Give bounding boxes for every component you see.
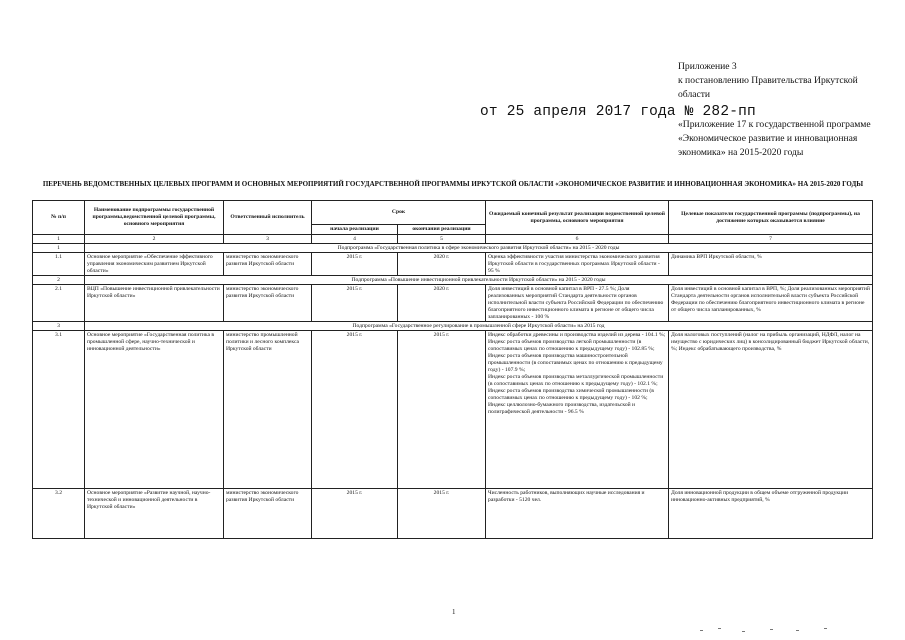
row-result [486,331,669,489]
result-line: Индекс роста объемов производства легкой промышленности (в сопоставимых ценах по отношению к предыдущему году) - 102.85 %; [488,338,655,352]
row-start: 2015 г. [312,253,398,276]
row-number: 3.2 [33,489,85,539]
table-row [33,489,873,539]
section-number: 3 [33,322,85,331]
col-number: 3 [224,235,312,244]
col-number: 6 [486,235,669,244]
annex-line-1: Приложение 3 [678,61,737,72]
document-title: ПЕРЕЧЕНЬ ВЕДОМСТВЕННЫХ ЦЕЛЕВЫХ ПРОГРАММ И ОСНОВНЫХ МЕРОПРИЯТИЙ ГОСУДАРСТВЕННОЙ ПРОГРАММЫ ИРКУТСКОЙ ОБЛАСТИ «ЭКОНОМИЧЕСКОЕ РАЗВИТИЕ И ИННОВАЦИОННАЯ ЭКОНОМИКА» НА 2015-2020 ГОДЫ [42,180,864,188]
header-name: Наименование подпрограммы государственной программы,ведомственной целевой программы, основного мероприятия [85,201,224,235]
row-start: 2015 г. [312,331,398,489]
row-end: 2020 г. [398,253,486,276]
row-result: Оценка эффективности участия министерства экономического развития Иркутской области в государственных программах Иркутской области - 95 % [486,253,669,276]
header-num: № п/п [33,201,85,235]
row-end: 2020 г. [398,285,486,322]
row-indicators: Динамика ВРП Иркутской области, % [669,253,873,276]
row-result: Численность работников, выполняющих научные исследования и разработки - 5120 чел. [486,489,669,539]
section-title: Подпрограмма «Повышение инвестиционной привлекательности Иркутской области» на 2015 - 2020 годы [85,276,873,285]
decree-date-stamp: от 25 апреля 2017 года № 282-пп [480,104,756,120]
row-executor: министерство промышленной политики и лесного комплекса Иркутской области [224,331,312,489]
table-row [33,253,873,276]
row-name: Основное мероприятие «Развитие научной, научно-технической и инновационной деятельности в Иркутской области» [85,489,224,539]
row-indicators: Доля инвестиций в основной капитал в ВРП, %; Доля реализованных мероприятий Стандарта деятельности органов исполнительной власти субъекта Российской Федерации по обеспечению благоприятного инвестиционного климата в регионе от общего числа запланированных, % [669,285,873,322]
annex-line-2: к постановлению Правительства Иркутской [678,75,858,86]
result-line: Индекс роста объемов производства химической промышленности (в сопоставимых ценах по отношению к предыдущему году) - 102 %; [488,387,654,401]
row-end: 2015 г. [398,331,486,489]
header-term-start: начала реализации [312,225,398,235]
header-indicators: Целевые показатели государственной программы (подпрограммы), на достижение которых оказывается влияние [669,201,873,235]
section-row [33,322,873,331]
header-term-end: окончания реализации [398,225,486,235]
result-line: Индекс целлюлозно-бумажного производства, издательской и полиграфической деятельности - 96.5 % [488,401,636,415]
section-number: 1 [33,244,85,253]
row-executor: министерство экономического развития Иркутской области [224,489,312,539]
row-end: 2015 г. [398,489,486,539]
section-number: 2 [33,276,85,285]
section-title: Подпрограмма «Государственная политика в сфере экономического развития Иркутской области» на 2015 - 2020 годы [85,244,873,253]
annex-ref-3: экономика» на 2015-2020 годы [678,147,804,158]
result-line: Индекс обработки древесины и производства изделий из дерева - 104.1 %; [488,331,666,338]
row-result: Доля инвестиций в основной капитал в ВРП - 27.5 %; Доля реализованных мероприятий Стандарта деятельности органов исполнительной власти субъекта Российской Федерации по обеспечению благоприятного инвестиционного климата в регионе от общего числа запланированных - 100 % [486,285,669,322]
programs-table [32,200,873,539]
row-executor: министерство экономического развития Иркутской области [224,253,312,276]
annex-ref-1: «Приложение 17 к государственной программе [678,119,871,130]
table-row [33,285,873,322]
annex-line-3: области [678,89,711,100]
col-number: 1 [33,235,85,244]
annex-header [678,60,900,102]
row-start: 2015 г. [312,489,398,539]
header-executor: Ответственный исполнитель [224,201,312,235]
section-row [33,276,873,285]
header-term: Срок [312,201,486,225]
row-start: 2015 г. [312,285,398,322]
result-line: Индекс роста объемов производства машиностроительной промышленности (в сопоставимых ценах по отношению к предыдущему году) - 107.9 %; [488,352,663,373]
row-number: 1.1 [33,253,85,276]
row-number: 3.1 [33,331,85,489]
section-title: Подпрограмма «Государственное регулирование в промышленной сфере Иркутской области» на 2015 год [85,322,873,331]
row-name: Основное мероприятие «Обеспечение эффективного управления экономическим развитием Иркутской области» [85,253,224,276]
col-number: 4 [312,235,398,244]
row-name: ВЦП «Повышение инвестиционной привлекательности Иркутской области» [85,285,224,322]
row-number: 2.1 [33,285,85,322]
col-number: 2 [85,235,224,244]
result-line: Индекс роста объемов производства металлургической промышленности (в сопоставимых ценах по отношению к предыдущему году) - 102.1 %; [488,373,664,387]
section-row [33,244,873,253]
page-number: 1 [452,608,456,616]
header-result: Ожидаемый конечный результат реализации ведомственной целевой программы, основного мероприятия [486,201,669,235]
annex-ref-2: «Экономическое развитие и инновационная [678,133,858,144]
row-indicators: Доля налоговых поступлений (налог на прибыль организаций, НДФЛ, налог на имущество с юридических лиц) в консолидированный бюджет Иркутской области, %; Индекс обрабатывающего производства, % [669,331,873,489]
col-number: 5 [398,235,486,244]
row-executor: министерство экономического развития Иркутской области [224,285,312,322]
table-row [33,331,873,489]
annex-reference [678,118,900,160]
row-indicators: Доля инновационной продукции в общем объеме отгруженной продукции инновационно-активных предприятий, % [669,489,873,539]
row-name: Основное мероприятие «Государственная политика в промышленной сфере, научно-технической и инновационной деятельности» [85,331,224,489]
col-number: 7 [669,235,873,244]
